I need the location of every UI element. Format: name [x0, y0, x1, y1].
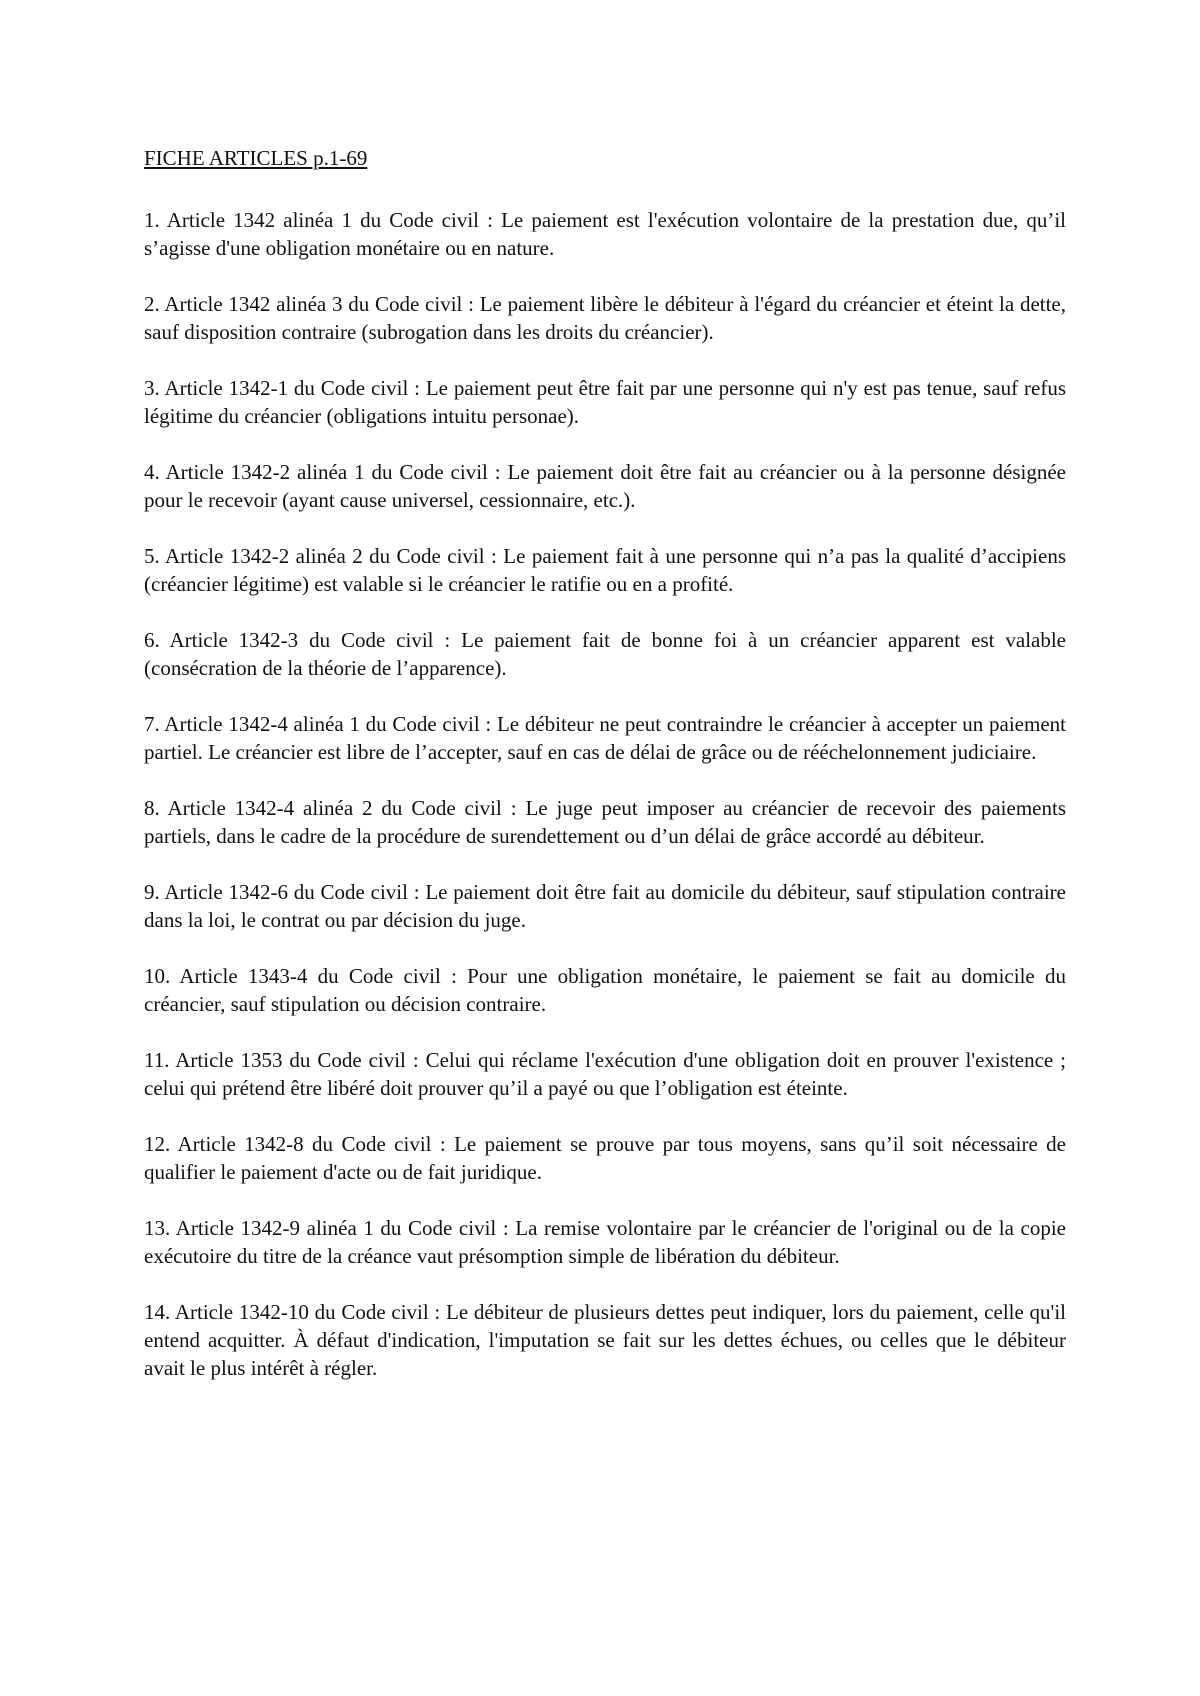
article-item: 6. Article 1342-3 du Code civil : Le paiement fait de bonne foi à un créancier apparent est valable (consécration de la théorie de l’apparence). — [144, 628, 1066, 680]
article-item: 4. Article 1342-2 alinéa 1 du Code civil : Le paiement doit être fait au créancier ou à la personne désignée pour le recevoir (ayant cause universel, cessionnaire, etc.). — [144, 460, 1066, 512]
article-item: 5. Article 1342-2 alinéa 2 du Code civil : Le paiement fait à une personne qui n’a pas la qualité d’accipiens (créancier légitime) est valable si le créancier le ratifie ou en a profité. — [144, 544, 1066, 596]
document-page — [144, 144, 1066, 1410]
article-item: 1. Article 1342 alinéa 1 du Code civil : Le paiement est l'exécution volontaire de la prestation due, qu’il s’agisse d'une obligation monétaire ou en nature. — [144, 208, 1066, 260]
article-list — [144, 206, 1066, 1382]
article-item: 13. Article 1342-9 alinéa 1 du Code civil : La remise volontaire par le créancier de l'original ou de la copie exécutoire du titre de la créance vaut présomption simple de libération du débiteur. — [144, 1216, 1066, 1268]
article-item: 12. Article 1342-8 du Code civil : Le paiement se prouve par tous moyens, sans qu’il soit nécessaire de qualifier le paiement d'acte ou de fait juridique. — [144, 1132, 1066, 1184]
article-item: 11. Article 1353 du Code civil : Celui qui réclame l'exécution d'une obligation doit en prouver l'existence ; celui qui prétend être libéré doit prouver qu’il a payé ou que l’obligation est éteinte. — [144, 1048, 1066, 1100]
article-item: 10. Article 1343-4 du Code civil : Pour une obligation monétaire, le paiement se fait au domicile du créancier, sauf stipulation ou décision contraire. — [144, 964, 1066, 1016]
article-item: 14. Article 1342-10 du Code civil : Le débiteur de plusieurs dettes peut indiquer, lors du paiement, celle qu'il entend acquitter. À défaut d'indication, l'imputation se fait sur les dettes échues, ou celles que le débiteur avait le plus intérêt à régler. — [144, 1300, 1066, 1380]
document-title: FICHE ARTICLES p.1-69 — [144, 146, 368, 170]
article-item: 8. Article 1342-4 alinéa 2 du Code civil : Le juge peut imposer au créancier de recevoir des paiements partiels, dans le cadre de la procédure de surendettement ou d’un délai de grâce accordé au débiteur. — [144, 796, 1066, 848]
article-item: 3. Article 1342-1 du Code civil : Le paiement peut être fait par une personne qui n'y est pas tenue, sauf refus légitime du créancier (obligations intuitu personae). — [144, 376, 1066, 428]
article-item: 2. Article 1342 alinéa 3 du Code civil : Le paiement libère le débiteur à l'égard du créancier et éteint la dette, sauf disposition contraire (subrogation dans les droits du créancier). — [144, 292, 1066, 344]
article-item: 9. Article 1342-6 du Code civil : Le paiement doit être fait au domicile du débiteur, sauf stipulation contraire dans la loi, le contrat ou par décision du juge. — [144, 880, 1066, 932]
article-item: 7. Article 1342-4 alinéa 1 du Code civil : Le débiteur ne peut contraindre le créancier à accepter un paiement partiel. Le créancier est libre de l’accepter, sauf en cas de délai de grâce ou de rééchelonnement judiciaire. — [144, 712, 1066, 764]
